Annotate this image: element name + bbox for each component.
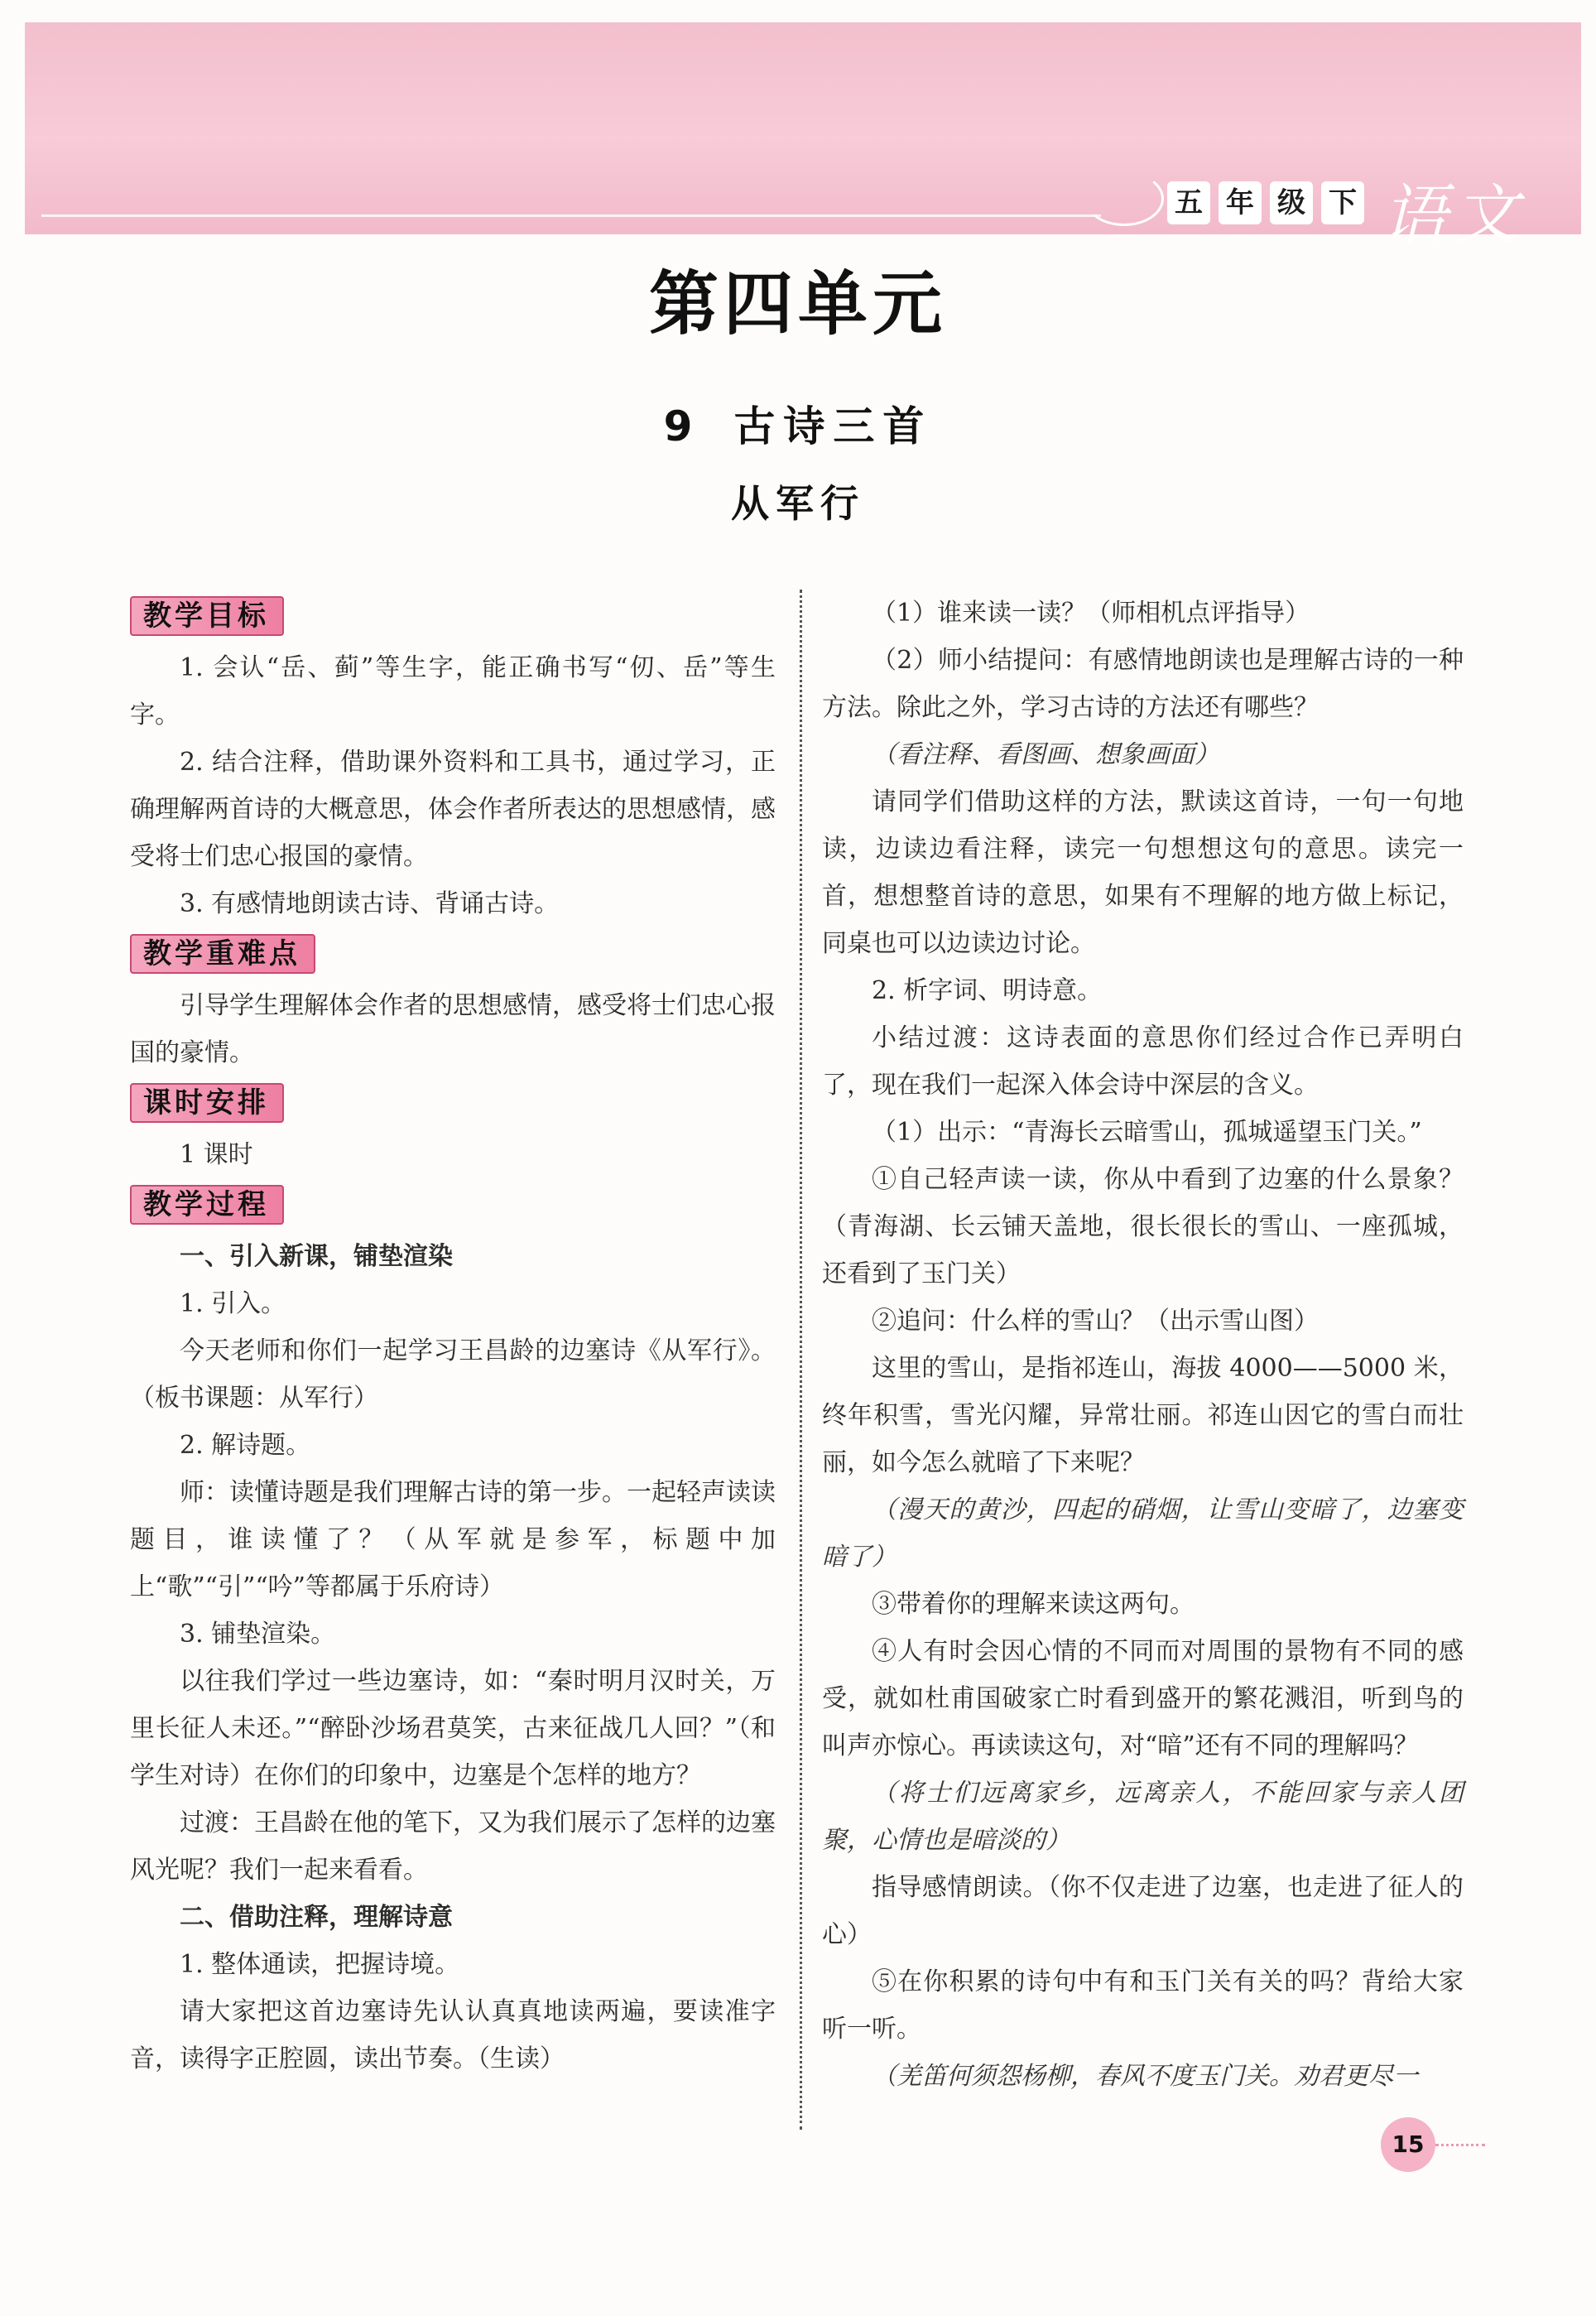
header-banner <box>25 22 1581 253</box>
grade-char: 五 <box>1167 181 1210 224</box>
lesson-number: 9 <box>663 402 693 450</box>
key-points-text: 引导学生理解体会作者的思想感情，感受将士们忠心报国的豪情。 <box>130 991 776 1067</box>
subject-brand: 语文 <box>1382 178 1526 253</box>
grade-char: 级 <box>1270 181 1313 224</box>
banner-decor-curl <box>1084 171 1164 226</box>
page-number-decor <box>1435 2144 1485 2146</box>
banner-decor-line <box>41 214 1101 217</box>
left-column <box>130 590 776 2082</box>
unit-title: 第四单元 <box>648 262 947 344</box>
paragraph: ⑤在你积累的诗句中有和玉门关有关的吗？背给大家听一听。 <box>822 1967 1464 2044</box>
poem-title: 从军行 <box>731 481 865 526</box>
paragraph: 以往我们学过一些边塞诗，如：“秦时明月汉时关，万里长征人未还。”“醉卧沙场君莫笑，古来征战几人回？”（和学生对诗）在你们的印象中，边塞是个怎样的地方？ <box>130 1667 776 1790</box>
column-divider <box>800 590 802 2130</box>
paragraph: （1）谁来读一读？（师相机点评指导） <box>872 599 1310 628</box>
page-number: 15 <box>1381 2117 1435 2172</box>
answer-note: （漫天的黄沙，四起的硝烟，让雪山变暗了，边塞变暗了） <box>822 1495 1464 1572</box>
grade-char: 下 <box>1321 181 1364 224</box>
schedule-text: 1 课时 <box>180 1140 253 1169</box>
paragraph: 请同学们借助这样的方法，默读这首诗，一句一句地读，边读边看注释，读完一句想想这句的意思。读完一首，想想整首诗的意思，如果有不理解的地方做上标记，同桌也可以边读边讨论。 <box>822 787 1464 958</box>
paragraph: ④人有时会因心情的不同而对周围的景物有不同的感受，就如杜甫国破家亡时看到盛开的繁花溅泪，听到鸟的叫声亦惊心。再读读这句，对“暗”还有不同的理解吗？ <box>822 1637 1464 1760</box>
paragraph: 指导感情朗读。（你不仅走进了边塞，也走进了征人的心） <box>822 1873 1464 1949</box>
lesson-name: 古诗三首 <box>733 402 933 450</box>
grade-char: 年 <box>1219 181 1262 224</box>
goal-item: 2. 结合注释，借助课外资料和工具书，通过学习，正确理解两首诗的大概意思，体会作者所表达的思想感情，感受将士们忠心报国的豪情。 <box>130 748 776 871</box>
section-tag-schedule: 课时安排 <box>130 1083 284 1123</box>
paragraph: （1）出示：“青海长云暗雪山，孤城遥望玉门关。” <box>872 1118 1422 1147</box>
paragraph: 请大家把这首边塞诗先认认真真地读两遍，要读准字音，读得字正腔圆，读出节奏。（生读） <box>130 1997 776 2073</box>
step-heading: 二、借助注释，理解诗意 <box>180 1903 453 1932</box>
right-column <box>822 590 1464 2100</box>
paragraph: ①自己轻声读一读，你从中看到了边塞的什么景象？（青海湖、长云铺天盖地，很长很长的雪山、一座孤城，还看到了玉门关） <box>822 1165 1464 1288</box>
goal-item: 3. 有感情地朗读古诗、背诵古诗。 <box>180 889 560 918</box>
answer-note: （看注释、看图画、想象画面） <box>872 740 1219 769</box>
grade-label <box>1167 181 1364 224</box>
goal-item: 1. 会认“岳、蓟”等生字，能正确书写“仞、岳”等生字。 <box>130 653 776 729</box>
paragraph: （2）师小结提问：有感情地朗读也是理解古诗的一种方法。除此之外，学习古诗的方法还有哪些？ <box>822 646 1464 722</box>
answer-note: （羌笛何须怨杨柳，春风不度玉门关。劝君更尽一 <box>872 2062 1418 2091</box>
paragraph: ③带着你的理解来读这两句。 <box>872 1590 1195 1619</box>
step-subheading: 1. 整体通读，把握诗境。 <box>180 1950 460 1979</box>
paragraph: 小结过渡：这诗表面的意思你们经过合作已弄明白了，现在我们一起深入体会诗中深层的含义。 <box>822 1023 1464 1100</box>
section-tag-key-points: 教学重难点 <box>130 934 315 974</box>
step-subheading: 2. 解诗题。 <box>180 1431 311 1460</box>
step-subheading: 3. 铺垫渲染。 <box>180 1620 336 1649</box>
step-subheading: 1. 引入。 <box>180 1289 286 1318</box>
step-subheading: 2. 析字词、明诗意。 <box>872 976 1103 1005</box>
paragraph: 过渡：王昌龄在他的笔下，又为我们展示了怎样的边塞风光呢？我们一起来看看。 <box>130 1808 776 1885</box>
paragraph: 师：读懂诗题是我们理解古诗的第一步。一起轻声读读题目，谁读懂了？（从军就是参军，标题中加上“歌”“引”“吟”等都属于乐府诗） <box>130 1478 776 1601</box>
step-heading: 一、引入新课，铺垫渲染 <box>180 1242 453 1271</box>
paragraph: 今天老师和你们一起学习王昌龄的边塞诗《从军行》。（板书课题：从军行） <box>130 1336 776 1413</box>
section-tag-process: 教学过程 <box>130 1185 284 1225</box>
paragraph: ②追问：什么样的雪山？（出示雪山图） <box>872 1307 1319 1336</box>
section-tag-goals: 教学目标 <box>130 596 284 636</box>
lesson-title <box>0 393 1596 453</box>
paragraph: 这里的雪山，是指祁连山，海拔 4000——5000 米，终年积雪，雪光闪耀，异常壮丽。祁连山因它的雪白而壮丽，如今怎么就暗了下来呢？ <box>822 1354 1464 1477</box>
answer-note: （将士们远离家乡，远离亲人，不能回家与亲人团聚，心情也是暗淡的） <box>822 1779 1464 1855</box>
